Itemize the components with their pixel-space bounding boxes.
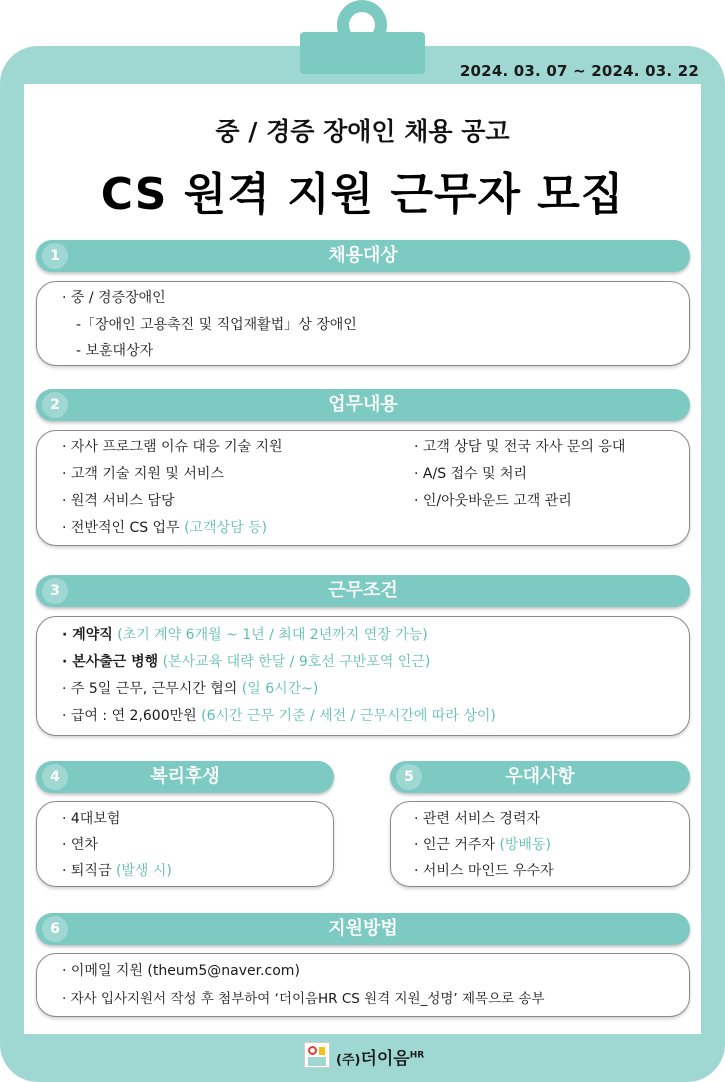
page-subtitle: 중 / 경증 장애인 채용 공고 <box>215 117 510 146</box>
section-number: 6 <box>42 916 68 942</box>
clip-bar <box>300 32 425 74</box>
list-item <box>62 705 496 725</box>
list-item-note: (일 6시간~) <box>241 681 319 697</box>
list-item: · 인/아웃바운드 고객 관리 <box>414 493 572 509</box>
list-item-note: (방배동) <box>499 837 551 853</box>
list-item: · 자사 프로그램 이슈 대응 기술 지원 <box>62 439 283 455</box>
list-item <box>62 860 172 880</box>
list-item: · 원격 서비스 담당 <box>62 493 175 509</box>
list-item-label: · 계약직 <box>62 627 113 643</box>
list-item: · 중 / 경증장애인 <box>62 290 166 306</box>
section-title: 복리후생 <box>150 766 220 787</box>
list-item-label: · 인근 거주자 <box>414 837 495 853</box>
company-suffix: HR <box>409 1050 425 1061</box>
section-header-job-duties <box>36 389 690 421</box>
section-title: 채용대상 <box>328 245 398 266</box>
section-number: 5 <box>396 764 422 790</box>
list-item-label: · 본사출근 병행 <box>62 654 159 670</box>
list-item <box>62 517 267 537</box>
list-item: · A/S 접수 및 처리 <box>414 466 528 482</box>
company-name-text: 더이음 <box>360 1049 410 1069</box>
paper-sheet <box>24 84 701 1034</box>
list-item: · 연차 <box>62 837 98 853</box>
section-header-how-to-apply <box>36 913 690 945</box>
list-item: · 이메일 지원 (theum5@naver.com) <box>62 963 300 979</box>
section-number: 4 <box>42 764 68 790</box>
section-title: 지원방법 <box>328 918 398 939</box>
list-item: - 보훈대상자 <box>76 343 154 359</box>
list-item: · 자사 입사지원서 작성 후 첨부하여 ‘더이음HR CS 원격 지원_성명’ 제목으로 송부 <box>62 991 545 1007</box>
list-item <box>62 678 318 698</box>
section-number: 2 <box>42 392 68 418</box>
list-item-note: (6시간 근무 기준 / 세전 / 근무시간에 따라 상이) <box>201 708 496 724</box>
list-item <box>62 651 430 671</box>
list-item: -「장애인 고용촉진 및 직업재활법」상 장애인 <box>76 317 357 333</box>
section-title: 우대사항 <box>505 766 575 787</box>
list-item-label: · 전반적인 CS 업무 <box>62 520 180 536</box>
section-number: 3 <box>42 578 68 604</box>
list-item: · 관련 서비스 경력자 <box>414 811 540 827</box>
list-item-label: · 급여 : 연 2,600만원 <box>62 708 197 724</box>
list-item <box>414 834 551 854</box>
list-item-note: (본사교육 대략 한달 / 9호선 구반포역 인근) <box>162 654 431 670</box>
list-item: · 서비스 마인드 우수자 <box>414 863 554 879</box>
list-item: · 4대보험 <box>62 811 121 827</box>
list-item-label: · 주 5일 근무, 근무시간 협의 <box>62 681 238 697</box>
list-item <box>62 624 428 644</box>
section-number: 1 <box>42 243 68 269</box>
list-item-note: (고객상담 등) <box>184 520 268 536</box>
section-header-benefits <box>36 761 334 793</box>
section-title: 근무조건 <box>328 580 398 601</box>
recruitment-period: 2024. 03. 07 ~ 2024. 03. 22 <box>459 62 699 80</box>
list-item-note: (발생 시) <box>115 863 172 879</box>
section-header-preferences <box>390 761 690 793</box>
section-title: 업무내용 <box>328 394 398 415</box>
company-name <box>336 1044 424 1069</box>
list-item-note: (초기 계약 6개월 ~ 1년 / 최대 2년까지 연장 가능) <box>117 627 428 643</box>
company-logo-icon <box>304 1042 330 1068</box>
section-header-recruitment-target <box>36 240 690 272</box>
page-title: CS 원격 지원 근무자 모집 <box>100 169 625 220</box>
list-item: · 고객 상담 및 전국 자사 문의 응대 <box>414 439 626 455</box>
company-prefix: (주) <box>336 1053 361 1068</box>
list-item-label: · 퇴직금 <box>62 863 112 879</box>
section-header-work-conditions <box>36 575 690 607</box>
list-item: · 고객 기술 지원 및 서비스 <box>62 466 224 482</box>
